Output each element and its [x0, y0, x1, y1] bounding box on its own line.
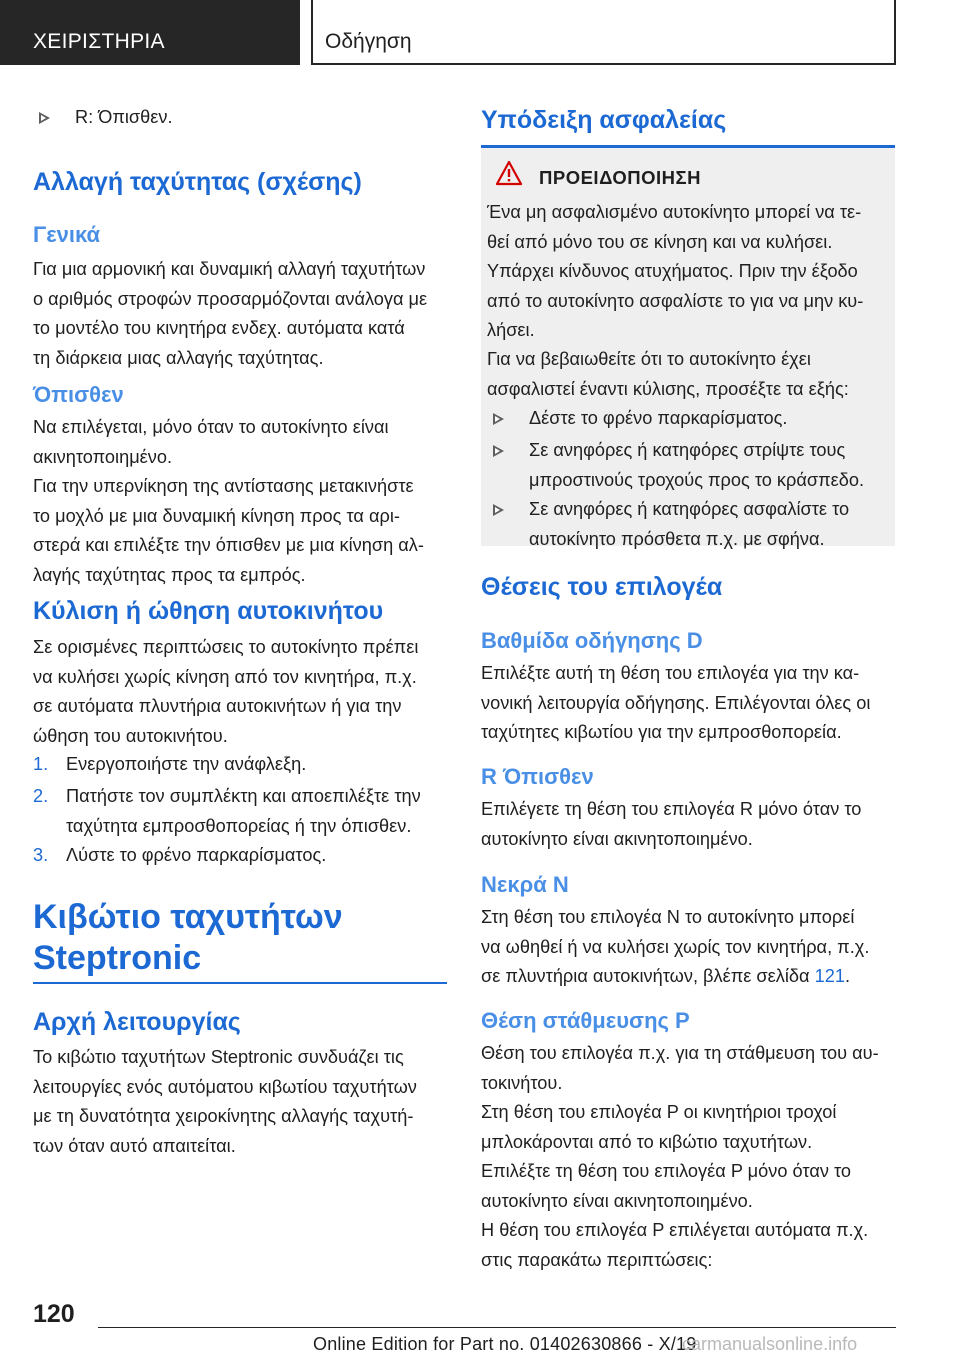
subsection-title-neutral: Νεκρά N — [481, 872, 569, 897]
section-title-safety: Υπόδειξη ασφαλείας — [481, 106, 727, 134]
triangle-bullet-icon — [493, 445, 504, 457]
triangle-bullet-icon — [39, 112, 50, 124]
warning-label: ΠΡΟΕΙΔΟΠΟΙΗΣΗ — [539, 167, 701, 188]
warning-bullet-2: Σε ανηφόρες ή κατηφόρες στρίψτε τους μπροστινούς τροχούς προς το κράσπεδο. — [487, 436, 887, 495]
header-section-label: ΧΕΙΡΙΣΤΗΡΙΑ — [33, 30, 165, 53]
paragraph-reverse-1: Να επιλέγεται, μόνο όταν το αυτοκίνητο είναι ακινητοποιημένο. — [33, 417, 389, 467]
header-chapter-box — [311, 0, 896, 65]
warning-box — [481, 145, 895, 549]
list-item-step-1: 1. Ενεργοποιήστε την ανάφλεξη. — [33, 754, 307, 774]
paragraph-park-3: Επιλέξτε τη θέση του επιλογέα P μόνο όταν το αυτοκίνητο είναι ακινητοποιημένο. — [481, 1161, 852, 1211]
subsection-title-general: Γενικά — [33, 222, 101, 247]
subsection-title-reverse-r: R Όπισθεν — [481, 764, 594, 789]
paragraph-park-2: Στη θέση του επιλογέα P οι κινητήριοι τροχοί μπλοκάρονται από το κιβώτιο ταχυτήτων. — [481, 1102, 837, 1152]
paragraph-rolling: Σε ορισμένες περιπτώσεις το αυτοκίνητο πρέπει να κυλήσει χωρίς κίνηση από τον κινητήρα, π.χ. σε αυτόματα πλυντήρια αυτοκινήτων ή για την ώθηση του αυτοκινήτου. — [33, 637, 419, 746]
warning-bullet-1: Δέστε το φρένο παρκαρίσματος. — [487, 404, 887, 434]
warning-paragraph-2: Για να βεβαιωθείτε ότι το αυτοκίνητο έχει ασφαλιστεί έναντι κύλισης, προσέξτε τα εξής: — [487, 349, 849, 399]
list-item-step-2: 2. Πατήστε τον συμπλέκτη και αποεπιλέξτε την ταχύτητα εμπροσθοπορείας ή την όπισθεν. — [33, 786, 421, 836]
paragraph-general: Για μια αρμονική και δυναμική αλλαγή ταχυτήτων ο αριθμός στροφών προσαρμόζονται ανάλογα με το μοντέλο του κινητήρα ενδεχ. αυτόματα κατά τη διάρκεια μιας αλλαγής ταχύτητας. — [33, 259, 428, 368]
subsection-title-park: Θέση στάθμευσης P — [481, 1008, 690, 1033]
footer-watermark: carmanualsonline.info — [682, 1334, 858, 1354]
triangle-bullet-icon — [493, 413, 504, 425]
section-title-gear-change: Αλλαγή ταχύτητας (σχέσης) — [33, 168, 362, 196]
section-title-principle: Αρχή λειτουργίας — [33, 1008, 241, 1036]
triangle-bullet-icon — [493, 504, 504, 516]
header-section-tab — [0, 0, 300, 65]
paragraph-reverse-r: Επιλέγετε τη θέση του επιλογέα R μόνο όταν το αυτοκίνητο είναι ακινητοποιημένο. — [481, 799, 862, 849]
footer-rule — [98, 1327, 896, 1328]
paragraph-drive: Επιλέξτε αυτή τη θέση του επιλογέα για την κα- νονική λειτουργία οδήγησης. Επιλέγονται όλες οι ταχύτητες κιβωτίου για την εμπροσθοπορεία. — [481, 663, 871, 742]
subsection-title-drive: Βαθμίδα οδήγησης D — [481, 628, 703, 653]
list-item-step-3: 3. Λύστε το φρένο παρκαρίσματος. — [33, 845, 327, 865]
subsection-title-reverse: Όπισθεν — [33, 382, 124, 407]
section-title-rolling: Κύλιση ή ώθηση αυτοκινήτου — [33, 597, 384, 625]
list-item: R: Όπισθεν. — [33, 103, 447, 133]
footer-edition: Online Edition for Part no. 01402630866 - X/19 — [313, 1334, 697, 1354]
warning-bullet-3: Σε ανηφόρες ή κατηφόρες ασφαλίστε το αυτοκίνητο πρόσθετα π.χ. με σφήνα. — [487, 495, 887, 554]
paragraph-neutral: Στη θέση του επιλογέα N το αυτοκίνητο μπορεί να ωθηθεί ή να κυλήσει χωρίς τον κινητήρα, π.χ. σε πλυντήρια αυτοκινήτων, βλέπε σελίδα 121. — [481, 907, 870, 986]
warning-triangle-icon — [495, 160, 523, 186]
paragraph-park-1: Θέση του επιλογέα π.χ. για τη στάθμευση του αυ- τοκινήτου. — [481, 1043, 879, 1093]
paragraph-principle: Το κιβώτιο ταχυτήτων Steptronic συνδυάζει τις λειτουργίες ενός αυτόματου κιβωτίου ταχυτήτων με τη δυνατότητα χειροκίνητης αλλαγής ταχυτή- των όταν αυτό απαιτείται. — [33, 1047, 417, 1156]
section-title-positions: Θέσεις του επιλογέα — [481, 573, 723, 601]
header-chapter-label: Οδήγηση — [325, 30, 412, 53]
title-underline — [33, 982, 447, 984]
warning-paragraph-1: Ένα μη ασφαλισμένο αυτοκίνητο μπορεί να τε- θεί από μόνο του σε κίνηση και να κυλήσει. Υπάρχει κίνδυνος ατυχήματος. Πριν την έξοδο από το αυτοκίνητο ασφαλίστε το για να μην κυ- λήσει. — [487, 202, 864, 340]
paragraph-reverse-2: Για την υπερνίκηση της αντίστασης μετακινήστε το μοχλό με μια δυναμική κίνηση προς τα αρι- στερά και επιλέξτε την όπισθεν με μια κίνηση αλ- λαγής ταχύτητας προς τα εμπρός. — [33, 476, 424, 585]
page-reference-link[interactable]: 121 — [814, 966, 845, 986]
page-number: 120 — [33, 1300, 75, 1328]
chapter-title-steptronic: Κιβώτιο ταχυτήτων Steptronic — [33, 898, 343, 977]
paragraph-park-4: Η θέση του επιλογέα P επιλέγεται αυτόματα π.χ. στις παρακάτω περιπτώσεις: — [481, 1220, 869, 1270]
